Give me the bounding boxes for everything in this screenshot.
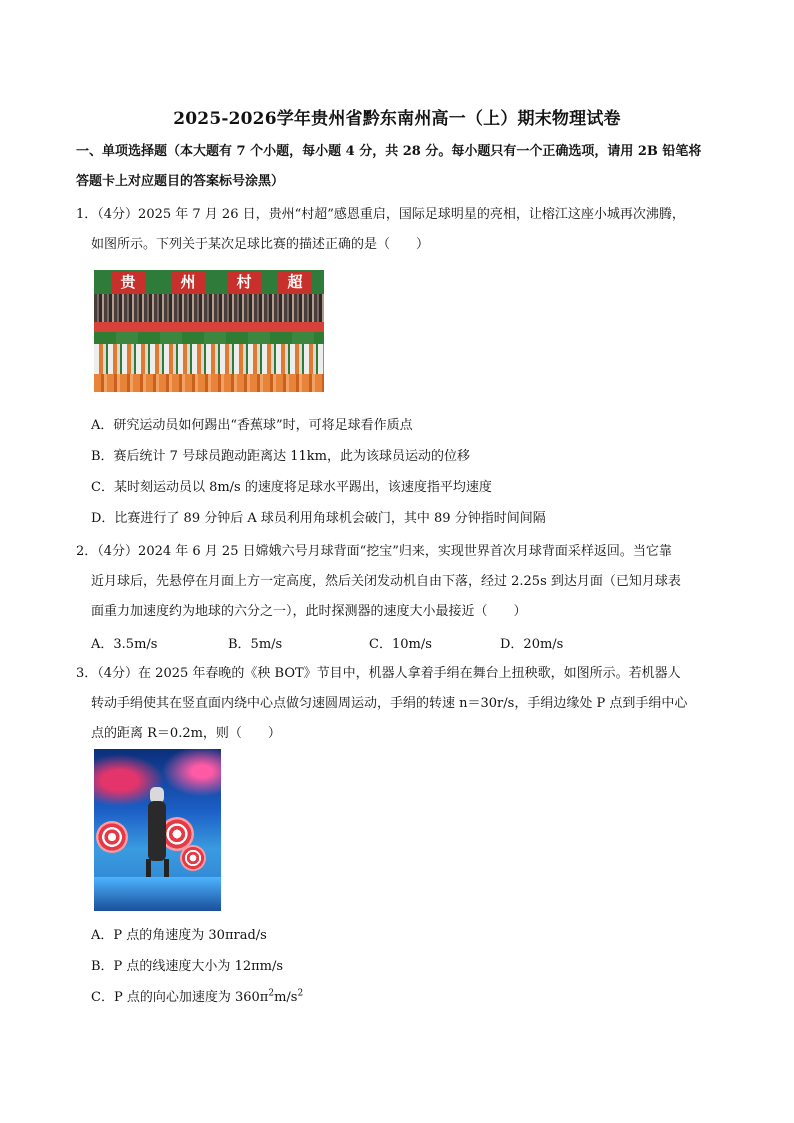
- banner-sign: 贵: [111, 271, 145, 293]
- question-2-option-d: D．20m/s: [500, 637, 564, 652]
- question-2-line-2: 近月球后，先悬停在月面上方一定高度，然后关闭发动机自由下落，经过 2.25s 到达月面（已知月球表: [91, 574, 681, 589]
- option-c-unit: m/s: [274, 990, 298, 1005]
- question-3-option-b: B．P 点的线速度大小为 12πm/s: [91, 959, 284, 974]
- question-3-line-2: 转动手绢使其在竖直面内绕中心点做匀速圆周运动，手绢的转速 n＝30r/s，手绢边缘处 P 点到手绢中心: [91, 696, 688, 711]
- stage-floor: [94, 877, 221, 911]
- banner-sign: 州: [171, 271, 205, 293]
- question-3-line-3: 点的距离 R＝0.2m，则（ ）: [91, 726, 281, 741]
- option-c-text: C．P 点的向心加速度为 360π: [91, 990, 269, 1005]
- superscript: 2: [297, 988, 304, 999]
- question-2-option-a: A．3.5m/s: [91, 637, 158, 652]
- handkerchief-right: [180, 845, 206, 871]
- banner-sign: 村: [227, 271, 261, 293]
- question-1-line-2: 如图所示。下列关于某次足球比赛的描述正确的是（ ）: [91, 237, 430, 252]
- question-1-line-1: 1．（4分）2025 年 7 月 26 日，贵州“村超”感恩重启，国际足球明星的亮相，让榕江这座小城再次沸腾，: [76, 207, 685, 222]
- question-2-line-1: 2．（4分）2024 年 6 月 25 日嫦娥六号月球背面“挖宝”归来，实现世界首次月球背面采样返回。当它靠: [76, 544, 672, 559]
- performers-skirts: [94, 374, 324, 392]
- advertising-board: [94, 322, 324, 332]
- question-1-option-c: C．某时刻运动员以 8m/s 的速度将足球水平踢出，该速度指平均速度: [91, 480, 492, 495]
- question-3-option-c: [91, 986, 303, 1005]
- page-title: 2025-2026学年贵州省黔东南州高一（上）期末物理试卷: [173, 109, 621, 129]
- question-3-line-1: 3．（4分）在 2025 年春晚的《秧 BOT》节目中，机器人拿着手绢在舞台上扭秧歌，如图所示。若机器人: [76, 666, 681, 681]
- section-heading-line-1: 一、单项选择题（本大题有 7 个小题，每小题 4 分，共 28 分。每小题只有一个正确选项，请用 2B 铅笔将: [76, 144, 702, 159]
- section-heading-line-2: 答题卡上对应题目的答案标号涂黑）: [76, 174, 285, 189]
- banner-sign: 超: [278, 271, 312, 293]
- question-2-option-c: C．10m/s: [369, 637, 432, 652]
- question-2-options: [91, 633, 563, 652]
- handkerchief-left: [96, 821, 128, 853]
- robot-yangko-photo: [94, 749, 221, 911]
- question-2-option-b: B．5m/s: [228, 637, 283, 652]
- robot-body: [148, 801, 166, 861]
- question-1-option-b: B．赛后统计 7 号球员跑动距离达 11km，此为该球员运动的位移: [91, 449, 470, 464]
- question-1-option-a: A．研究运动员如何踢出“香蕉球”时，可将足球看作质点: [91, 418, 413, 433]
- question-3-option-a: A．P 点的角速度为 30πrad/s: [91, 928, 267, 943]
- question-2-line-3: 面重力加速度约为地球的六分之一），此时探测器的速度大小最接近（ ）: [91, 604, 527, 619]
- question-1-option-d: D．比赛进行了 89 分钟后 A 球员利用角球机会破门，其中 89 分钟指时间间隔: [91, 511, 546, 526]
- village-super-league-photo: [94, 270, 324, 392]
- superscript: 2: [268, 988, 275, 999]
